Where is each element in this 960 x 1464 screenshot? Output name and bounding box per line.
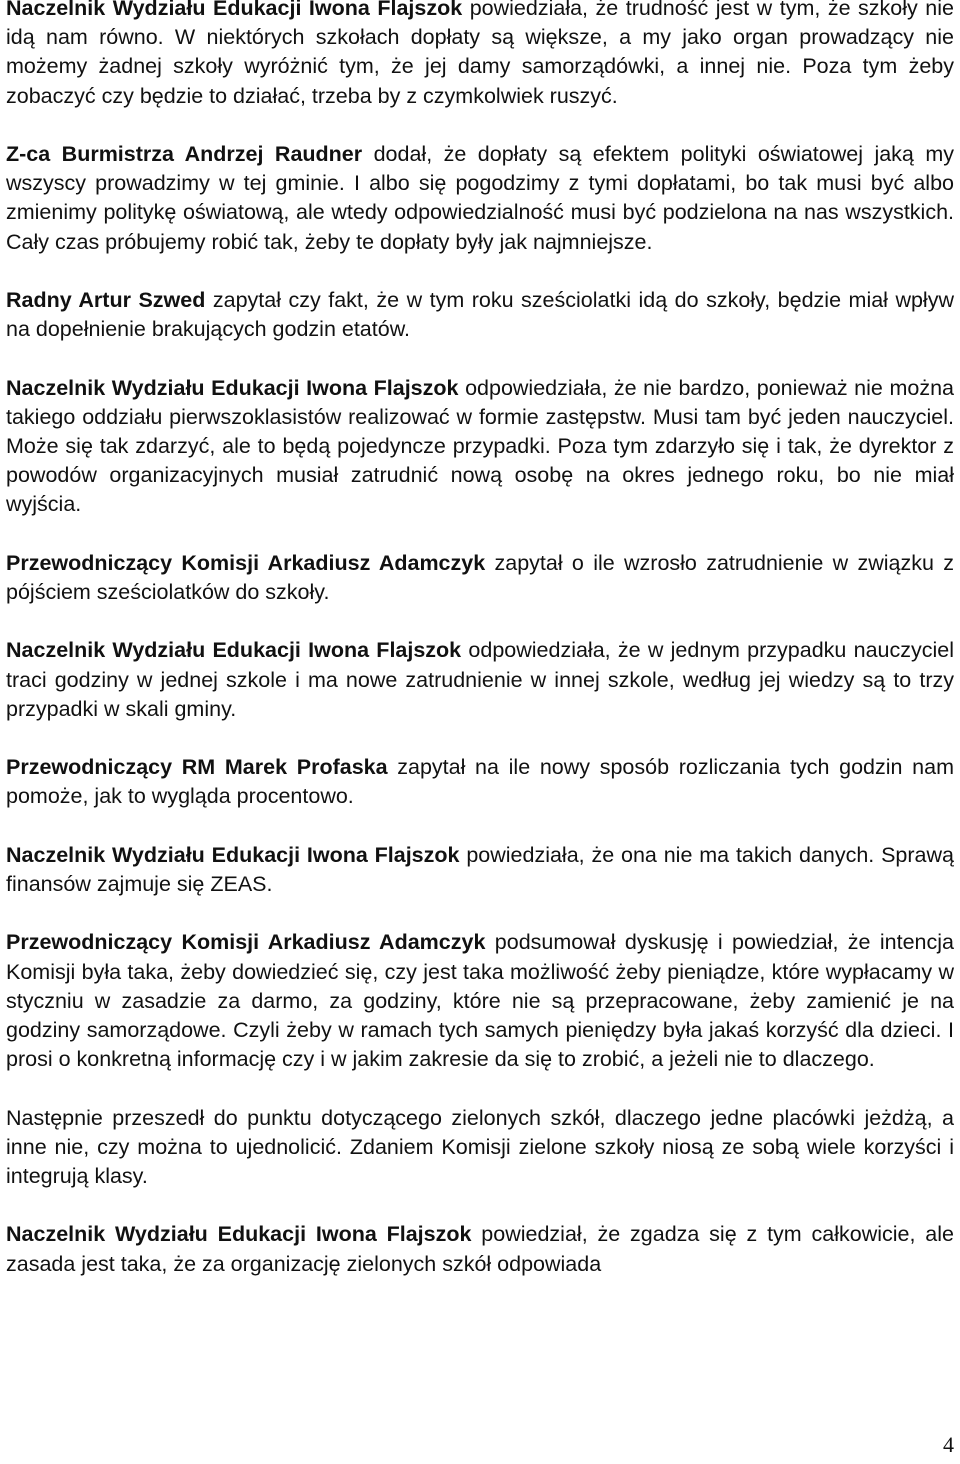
paragraph-text: zapytał na ile nowy sposób rozliczania tych godzin nam pomoże, jak to wygląda procentowo. <box>6 755 954 809</box>
paragraph-5 <box>6 549 954 607</box>
speaker-name: Naczelnik Wydziału Edukacji Iwona Flajszok <box>6 1222 472 1247</box>
paragraph-text: zapytał czy fakt, że w tym roku sześciolatki idą do szkoły, będzie miał wpływ na dopełnienie brakujących godzin etatów. <box>6 288 954 342</box>
document-body <box>6 0 954 1308</box>
paragraph-8 <box>6 841 954 899</box>
speaker-name: Radny Artur Szwed <box>6 288 206 312</box>
paragraph-text: powiedziała, że ona nie ma takich danych. Sprawą finansów zajmuje się ZEAS. <box>6 842 954 896</box>
paragraph-text: odpowiedziała, że w jednym przypadku nauczyciel traci godziny w jednej szkole i ma nowe zatrudnienie w innej szkole, według jej wiedzy są to trzy przypadki w skali gminy. <box>6 638 955 721</box>
speaker-name: Naczelnik Wydziału Edukacji Iwona Flajszok <box>6 0 463 20</box>
speaker-name: Naczelnik Wydziału Edukacji Iwona Flajszok <box>6 638 462 663</box>
speaker-name: Przewodniczący RM Marek Profaska <box>6 755 388 780</box>
paragraph-text: zapytał o ile wzrosło zatrudnienie w związku z pójściem sześciolatków do szkoły. <box>6 550 954 604</box>
speaker-name: Przewodniczący Komisji Arkadiusz Adamczyk <box>6 550 486 575</box>
paragraph-text: podsumował dyskusję i powiedział, że intencja Komisji była taka, żeby dowiedzieć się, czy jest taka możliwość żeby pieniądze, które wypłacamy w styczniu w zasadzie za darmo, za godziny, które nie są przepracowane, żeby zamienić je na godziny samorządowe. Czyli żeby w ramach tych samych pieniędzy była jakaś korzyść dla dzieci. I prosi o konkretną informację czy i w jakim zakresie da się to zrobić, a jeżeli nie to dlaczego. <box>6 930 954 1072</box>
paragraph-text: odpowiedziała, że nie bardzo, ponieważ nie można takiego oddziału pierwszoklasistów realizować w formie zastępstw. Musi tam być jeden nauczyciel. Może się tak zdarzyć, ale to będą pojedyncze przypadki. Poza tym zdarzyło się i tak, że dyrektor z powodów organizacyjnych musiał zatrudnić nową osobę na okres jednego roku, bo nie miał wyjścia. <box>6 375 954 517</box>
speaker-name: Naczelnik Wydziału Edukacji Iwona Flajszok <box>6 375 459 400</box>
speaker-name: Z-ca Burmistrza Andrzej Raudner <box>6 142 363 166</box>
paragraph-10 <box>6 1104 954 1192</box>
paragraph-11 <box>6 1220 954 1278</box>
paragraph-text: dodał, że dopłaty są efektem polityki oświatowej jaką my wszyscy prowadzimy w tej gminie. I albo się pogodzimy z tymi dopłatami, bo tak musi być albo zmienimy politykę oświatową, ale wtedy odpowiedzialność musi być podzielona na nas wszystkich. Cały czas próbujemy robić tak, żeby te dopłaty były jak najmniejsze. <box>6 142 955 254</box>
paragraph-1 <box>6 0 954 111</box>
paragraph-7 <box>6 753 954 811</box>
speaker-name: Naczelnik Wydziału Edukacji Iwona Flajszok <box>6 842 460 867</box>
speaker-name: Przewodniczący Komisji Arkadiusz Adamczyk <box>6 930 486 955</box>
paragraph-text: powiedziała, że trudność jest w tym, że szkoły nie idą nam równo. W niektórych szkołach dopłaty są większe, a my jako organ prowadzący nie możemy żadnej szkoły wyróżnić tym, że jej damy samorządówki, a innej nie. Poza tym żeby zobaczyć czy będzie to działać, trzeba by z czymkolwiek ruszyć. <box>6 0 954 108</box>
paragraph-6 <box>6 636 954 724</box>
paragraph-9 <box>6 928 954 1074</box>
paragraph-2 <box>6 140 954 257</box>
paragraph-4 <box>6 374 954 520</box>
paragraph-text: Następnie przeszedł do punktu dotyczącego zielonych szkół, dlaczego jedne placówki jeżdżą, a inne nie, czy można to ujednolicić. Zdaniem Komisji zielone szkoły niosą ze sobą wiele korzyści i integrują klasy. <box>6 1105 954 1188</box>
paragraph-text: powiedział, że zgadza się z tym całkowicie, ale zasada jest taka, że za organizację zielonych szkół odpowiada <box>6 1222 955 1276</box>
page-number: 4 <box>943 1432 954 1457</box>
paragraph-3 <box>6 286 954 344</box>
